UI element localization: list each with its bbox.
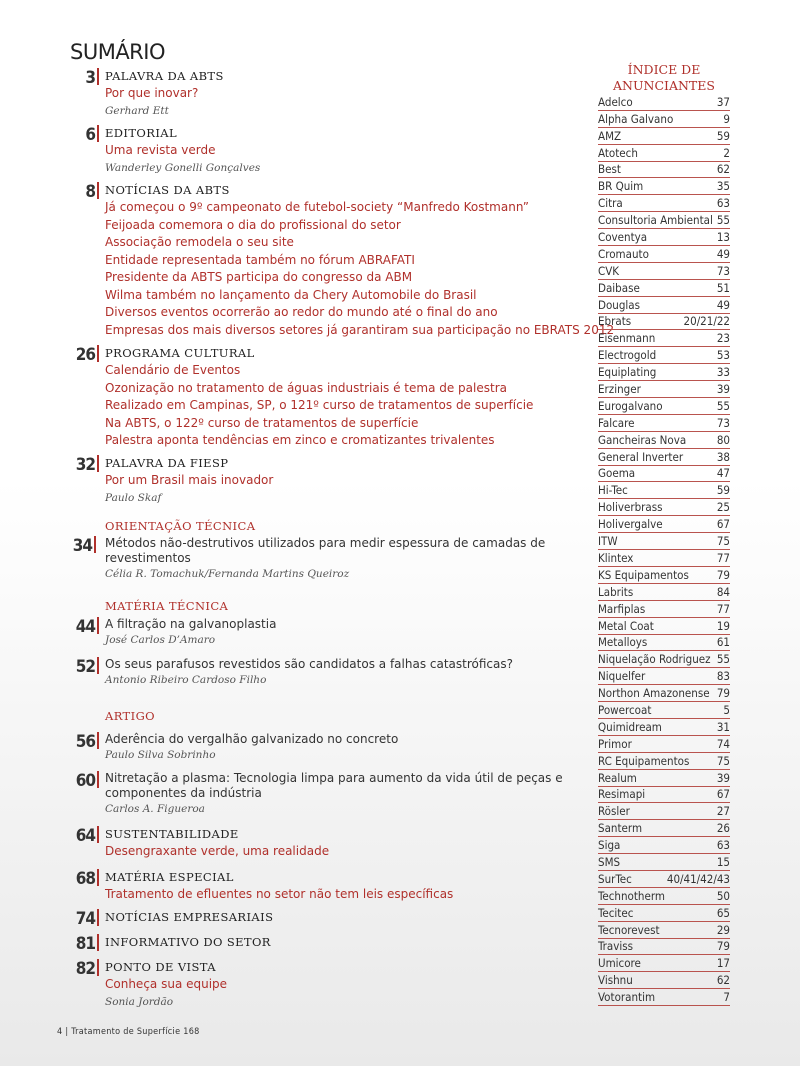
article-title[interactable]: Desengraxante verde, uma realidade [105, 844, 330, 858]
section-divider [97, 826, 99, 843]
article-title[interactable]: Nitretação a plasma: Tecnologia limpa para aumento da vida útil de peças e componentes da indústria [105, 771, 563, 800]
article-author: Carlos A. Figueroa [105, 803, 205, 815]
advertiser-name: Resimapi [598, 787, 646, 802]
advertiser-row[interactable] [598, 820, 730, 837]
advertiser-row[interactable] [598, 415, 730, 432]
advertiser-name: Gancheiras Nova [598, 432, 687, 447]
advertiser-page: 27 [716, 804, 730, 819]
advertiser-page: 65 [716, 905, 730, 920]
advertiser-row[interactable] [598, 905, 730, 922]
advertiser-row[interactable] [598, 888, 730, 905]
page-title: SUMÁRIO [70, 40, 165, 64]
advertiser-page: 40/41/42/43 [666, 871, 730, 886]
article-title[interactable]: Palestra aponta tendências em zinco e cromatizantes trivalentes [105, 433, 495, 447]
advertiser-name: Douglas [598, 297, 641, 312]
advertiser-name: General Inverter [598, 449, 684, 464]
advertiser-page: 73 [716, 263, 730, 278]
advertiser-name: Eurogalvano [598, 398, 663, 413]
advertiser-page: 31 [716, 719, 730, 734]
section-divider [97, 959, 99, 976]
advertiser-name: Quimidream [598, 719, 662, 734]
advertiser-page: 77 [716, 550, 730, 565]
advertiser-name: Citra [598, 196, 623, 211]
advertiser-page: 39 [716, 382, 730, 397]
advertiser-page: 5 [723, 702, 730, 717]
advertiser-page: 67 [716, 517, 730, 532]
advertiser-page: 55 [716, 398, 730, 413]
advertiser-page: 51 [716, 280, 730, 295]
advertiser-row[interactable] [598, 516, 730, 533]
advertiser-row[interactable] [598, 94, 730, 111]
advertiser-page: 47 [716, 466, 730, 481]
advertiser-row[interactable] [598, 195, 730, 212]
section-page-number: 82 [75, 959, 95, 979]
advertiser-row[interactable] [598, 162, 730, 179]
advertiser-name: Northon Amazonense [598, 686, 710, 701]
section-page-number: 6 [85, 125, 95, 145]
advertiser-page: 55 [716, 652, 730, 667]
section-divider [97, 182, 99, 199]
advertiser-row[interactable] [598, 499, 730, 516]
advertiser-row[interactable] [598, 972, 730, 989]
section-divider [97, 869, 99, 886]
advertiser-name: Metal Coat [598, 618, 654, 633]
advertiser-page: 35 [716, 179, 730, 194]
advertiser-page: 49 [716, 297, 730, 312]
advertiser-row[interactable] [598, 989, 730, 1006]
advertiser-page: 59 [716, 128, 730, 143]
article-author: Célia R. Tomachuk/Fernanda Martins Queiroz [105, 568, 350, 580]
advertiser-name: Holiverbrass [598, 500, 663, 515]
advertiser-row[interactable] [598, 618, 730, 635]
advertiser-name: Equiplating [598, 365, 657, 380]
advertiser-name: SMS [598, 854, 621, 869]
advertiser-row[interactable] [598, 482, 730, 499]
section-page-number: 68 [75, 869, 95, 889]
advertiser-page: 55 [716, 213, 730, 228]
section-divider [94, 536, 96, 553]
advertiser-page: 29 [716, 922, 730, 937]
advertiser-row[interactable] [598, 584, 730, 601]
article-title[interactable]: Métodos não-destrutivos utilizados para medir espessura de camadas de revestimentos [105, 536, 546, 565]
category-label: ORIENTAÇÃO TÉCNICA [105, 519, 256, 533]
advertiser-row[interactable] [598, 955, 730, 972]
advertiser-name: Erzinger [598, 382, 641, 397]
article-title[interactable]: Realizado em Campinas, SP, o 121º curso de tratamentos de superfície [105, 398, 534, 412]
section-divider [97, 732, 99, 749]
section-divider [97, 345, 99, 362]
advertiser-index [598, 62, 730, 1006]
advertiser-page: 67 [716, 787, 730, 802]
advertiser-name: Adelco [598, 94, 633, 109]
advertiser-page: 77 [716, 601, 730, 616]
advertiser-page: 63 [716, 196, 730, 211]
category-label: ARTIGO [105, 709, 155, 723]
advertiser-page: 75 [716, 534, 730, 549]
article-title[interactable]: Feijoada comemora o dia do profissional do setor [105, 217, 401, 232]
article-title[interactable]: Entidade representada também no fórum ABRAFATI [105, 252, 415, 267]
advertiser-page: 62 [716, 162, 730, 177]
advertiser-row[interactable] [598, 280, 730, 297]
article-title[interactable]: Os seus parafusos revestidos são candidatos a falhas catastróficas? [105, 657, 513, 671]
advertiser-page: 39 [716, 770, 730, 785]
article-author: Wanderley Gonelli Gonçalves [105, 161, 261, 174]
advertiser-row[interactable] [598, 567, 730, 584]
advertiser-row[interactable] [598, 702, 730, 719]
article-title[interactable]: Empresas dos mais diversos setores já garantiram sua participação no EBRATS 2012 [105, 322, 615, 337]
advertiser-page: 83 [716, 669, 730, 684]
section-page-number: 3 [85, 68, 95, 88]
advertiser-row[interactable] [598, 601, 730, 618]
advertiser-row[interactable] [598, 381, 730, 398]
advertiser-page: 19 [716, 618, 730, 633]
section-heading: PROGRAMA CULTURAL [105, 346, 255, 360]
section-heading: EDITORIAL [105, 126, 177, 140]
advertiser-row[interactable] [598, 263, 730, 280]
advertiser-row[interactable] [598, 922, 730, 939]
advertiser-page: 17 [716, 956, 730, 971]
advertiser-page: 63 [716, 838, 730, 853]
advertiser-row[interactable] [598, 212, 730, 229]
article-title[interactable]: Tratamento de efluentes no setor não tem leis específicas [105, 887, 454, 901]
advertiser-row[interactable] [598, 449, 730, 466]
index-title-line: ANUNCIANTES [613, 78, 715, 93]
advertiser-name: Atotech [598, 145, 638, 160]
section-heading: PALAVRA DA ABTS [105, 69, 224, 83]
advertiser-page: 37 [716, 94, 730, 109]
advertiser-row[interactable] [598, 246, 730, 263]
advertiser-page: 79 [716, 939, 730, 954]
advertiser-page: 33 [716, 365, 730, 380]
article-title[interactable]: Por um Brasil mais inovador [105, 473, 274, 487]
advertiser-row[interactable] [598, 753, 730, 770]
advertiser-row[interactable] [598, 736, 730, 753]
section-page-number: 81 [75, 934, 95, 954]
advertiser-page: 75 [716, 753, 730, 768]
advertiser-page: 38 [716, 449, 730, 464]
article-title[interactable]: Diversos eventos ocorrerão ao redor do mundo até o final do ano [105, 305, 498, 319]
section-divider [97, 125, 99, 142]
article-author: José Carlos D’Amaro [105, 634, 216, 646]
advertiser-name: Eisenmann [598, 331, 656, 346]
advertiser-name: Metalloys [598, 635, 648, 650]
advertiser-index-title [588, 62, 740, 94]
article-author: Antonio Ribeiro Cardoso Filho [105, 674, 267, 686]
article-title[interactable]: Já começou o 9º campeonato de futebol-society “Manfredo Kostmann” [105, 200, 529, 214]
section-divider [97, 934, 99, 951]
advertiser-name: Santerm [598, 821, 643, 836]
advertiser-row[interactable] [598, 229, 730, 246]
article-author: Sonia Jordão [105, 995, 174, 1008]
advertiser-name: Cromauto [598, 246, 649, 261]
advertiser-name: Coventya [598, 230, 648, 245]
advertiser-name: CVK [598, 263, 620, 278]
advertiser-row[interactable] [598, 685, 730, 702]
advertiser-name: Votorantim [598, 990, 656, 1005]
advertiser-name: SurTec [598, 871, 632, 886]
article-author: Paulo Silva Sobrinho [105, 749, 216, 761]
advertiser-page: 84 [716, 584, 730, 599]
advertiser-page: 80 [716, 432, 730, 447]
advertiser-page: 13 [716, 230, 730, 245]
advertiser-name: Best [598, 162, 621, 177]
advertiser-name: RC Equipamentos [598, 753, 690, 768]
advertiser-row[interactable] [598, 314, 730, 331]
advertiser-row[interactable] [598, 803, 730, 820]
article-title[interactable]: Wilma também no lançamento da Chery Automobile do Brasil [105, 287, 477, 302]
advertiser-row[interactable] [598, 432, 730, 449]
advertiser-page: 59 [716, 483, 730, 498]
advertiser-page: 79 [716, 567, 730, 582]
section-divider [97, 455, 99, 472]
section-page-number: 34 [72, 536, 92, 556]
article-title[interactable]: Presidente da ABTS participa do congresso da ABM [105, 270, 413, 284]
advertiser-name: Siga [598, 838, 621, 853]
article-title[interactable]: Aderência do vergalhão galvanizado no concreto [105, 732, 399, 746]
section-divider [97, 617, 99, 634]
section-page-number: 44 [75, 617, 95, 637]
advertiser-row[interactable] [598, 854, 730, 871]
section-page-number: 8 [85, 182, 95, 202]
advertiser-page: 25 [716, 500, 730, 515]
advertiser-page: 73 [716, 415, 730, 430]
advertiser-row[interactable] [598, 111, 730, 128]
advertiser-name: Daibase [598, 280, 640, 295]
advertiser-list [598, 94, 730, 1006]
advertiser-page: 9 [723, 111, 730, 126]
advertiser-row[interactable] [598, 719, 730, 736]
advertiser-name: Powercoat [598, 702, 652, 717]
section-page-number: 52 [75, 657, 95, 677]
advertiser-name: Umicore [598, 956, 641, 971]
advertiser-row[interactable] [598, 533, 730, 550]
section-page-number: 74 [75, 909, 95, 929]
advertiser-name: AMZ [598, 128, 622, 143]
advertiser-row[interactable] [598, 668, 730, 685]
advertiser-name: BR Quim [598, 179, 644, 194]
section-heading[interactable]: INFORMATIVO DO SETOR [105, 935, 271, 949]
section-divider [97, 68, 99, 85]
advertiser-row[interactable] [598, 347, 730, 364]
advertiser-page: 50 [716, 888, 730, 903]
advertiser-name: Alpha Galvano [598, 111, 674, 126]
section-page-number: 26 [75, 345, 95, 365]
advertiser-name: Tecnorevest [598, 922, 660, 937]
advertiser-name: Hi-Tec [598, 483, 628, 498]
section-heading: SUSTENTABILIDADE [105, 827, 239, 841]
advertiser-name: Vishnu [598, 973, 633, 988]
article-title[interactable]: Na ABTS, o 122º curso de tratamentos de superfície [105, 415, 419, 430]
section-page-number: 32 [75, 455, 95, 475]
page-footer: 4 | Tratamento de Superfície 168 [57, 1027, 200, 1037]
advertiser-row[interactable] [598, 787, 730, 804]
advertiser-page: 61 [716, 635, 730, 650]
article-title[interactable]: Uma revista verde [105, 143, 216, 157]
advertiser-page: 20/21/22 [683, 314, 730, 329]
advertiser-name: Goema [598, 466, 636, 481]
advertiser-page: 49 [716, 246, 730, 261]
section-heading[interactable]: NOTÍCIAS EMPRESARIAIS [105, 910, 274, 924]
advertiser-row[interactable] [598, 770, 730, 787]
advertiser-name: Consultoria Ambiental [598, 213, 713, 228]
advertiser-name: Niquelação Rodriguez [598, 652, 711, 667]
advertiser-page: 62 [716, 973, 730, 988]
advertiser-row[interactable] [598, 466, 730, 483]
section-page-number: 60 [75, 771, 95, 791]
advertiser-row[interactable] [598, 939, 730, 956]
advertiser-row[interactable] [598, 635, 730, 652]
advertiser-row[interactable] [598, 837, 730, 854]
article-title[interactable]: Conheça sua equipe [105, 977, 228, 991]
advertiser-page: 53 [716, 348, 730, 363]
article-title[interactable]: A filtração na galvanoplastia [105, 617, 277, 631]
article-title[interactable]: Calendário de Eventos [105, 363, 241, 377]
advertiser-name: Holivergalve [598, 517, 663, 532]
section-page-number: 56 [75, 732, 95, 752]
article-author: Paulo Skaf [105, 491, 162, 504]
advertiser-name: Electrogold [598, 348, 657, 363]
advertiser-name: KS Equipamentos [598, 567, 689, 582]
index-title-line: ÍNDICE DE [627, 62, 701, 77]
advertiser-row[interactable] [598, 297, 730, 314]
advertiser-name: Rösler [598, 804, 630, 819]
advertiser-name: Technotherm [598, 888, 665, 903]
advertiser-name: ITW [598, 534, 618, 549]
advertiser-page: 23 [716, 331, 730, 346]
advertiser-row[interactable] [598, 651, 730, 668]
section-divider [97, 771, 99, 788]
advertiser-page: 7 [723, 990, 730, 1005]
advertiser-row[interactable] [598, 398, 730, 415]
advertiser-name: Klintex [598, 550, 634, 565]
section-divider [97, 657, 99, 674]
advertiser-name: Realum [598, 770, 637, 785]
article-title[interactable]: Por que inovar? [105, 86, 199, 100]
advertiser-row[interactable] [598, 550, 730, 567]
section-heading: MATÉRIA ESPECIAL [105, 870, 234, 884]
advertiser-row[interactable] [598, 178, 730, 195]
advertiser-name: Ebrats [598, 314, 632, 329]
advertiser-page: 2 [723, 145, 730, 160]
advertiser-row[interactable] [598, 145, 730, 162]
section-page-number: 64 [75, 826, 95, 846]
section-heading: PALAVRA DA FIESP [105, 456, 229, 470]
advertiser-page: 74 [716, 736, 730, 751]
section-heading: PONTO DE VISTA [105, 960, 216, 974]
advertiser-row[interactable] [598, 871, 730, 888]
advertiser-row[interactable] [598, 330, 730, 347]
advertiser-page: 15 [716, 854, 730, 869]
section-divider [97, 909, 99, 926]
advertiser-name: Labrits [598, 584, 634, 599]
category-label: MATÉRIA TÉCNICA [105, 599, 229, 613]
advertiser-page: 79 [716, 686, 730, 701]
advertiser-page: 26 [716, 821, 730, 836]
article-title[interactable]: Associação remodela o seu site [105, 235, 294, 249]
article-title[interactable]: Ozonização no tratamento de águas industriais é tema de palestra [105, 380, 507, 395]
advertiser-name: Falcare [598, 415, 635, 430]
section-heading: NOTÍCIAS DA ABTS [105, 183, 230, 197]
advertiser-name: Traviss [598, 939, 633, 954]
advertiser-name: Primor [598, 736, 632, 751]
advertiser-name: Niquelfer [598, 669, 646, 684]
article-author: Gerhard Ett [105, 104, 169, 117]
advertiser-name: Marfiplas [598, 601, 646, 616]
advertiser-row[interactable] [598, 128, 730, 145]
advertiser-row[interactable] [598, 364, 730, 381]
advertiser-name: Tecitec [598, 905, 634, 920]
